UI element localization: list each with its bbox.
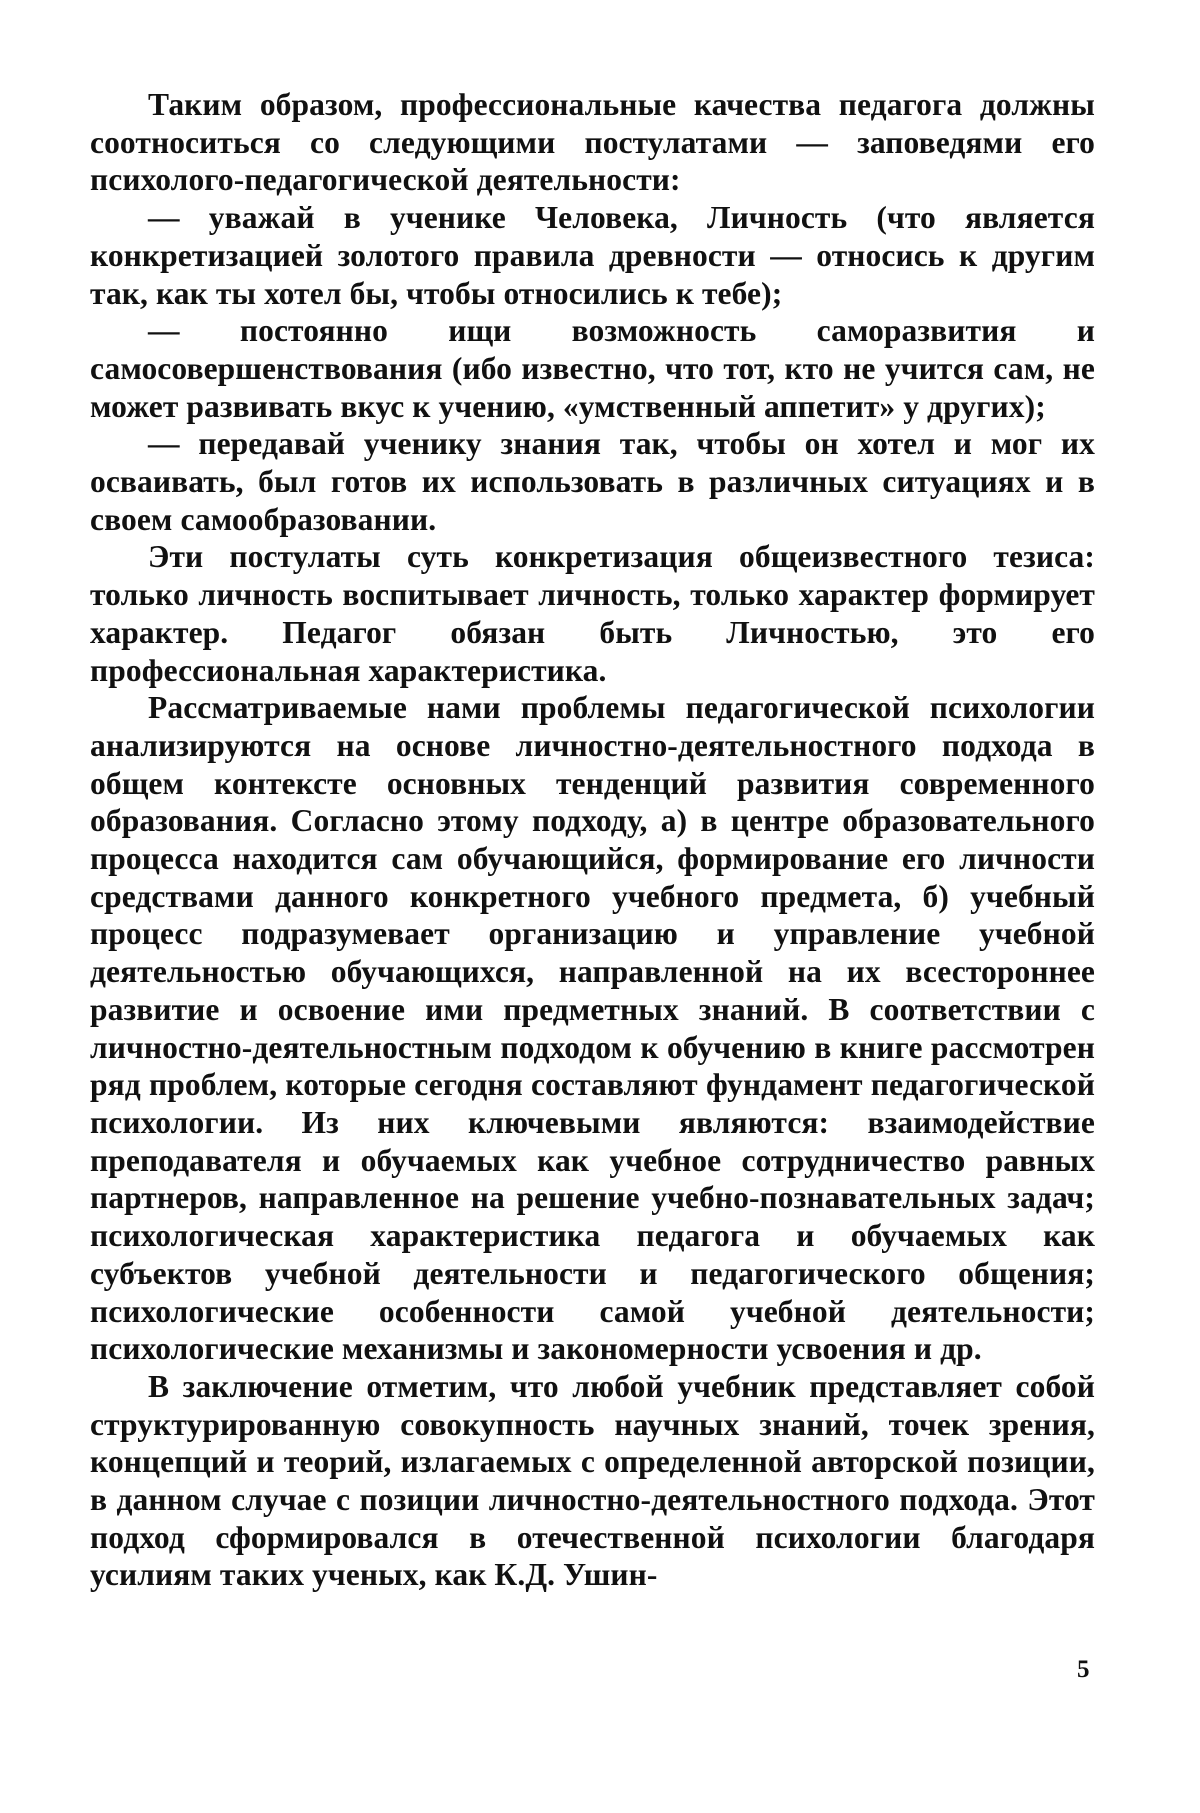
paragraph-thesis: Эти постулаты суть конкретизация общеизвестного тезиса: только личность воспитывает личность, только характер формирует характер. Педагог обязан быть Личностью, это его профессиональная характеристика. (90, 539, 1095, 688)
paragraph-approach: Рассматриваемые нами проблемы педагогической психологии анализируются на основе личностно-деятельностного подхода в общем контексте основных тенденций развития современного образования. Согласно этому подходу, а) в центре образовательного процесса находится сам обучающийся, формирование его личности средствами данного конкретного учебного предмета, б) учебный процесс подразумевает организацию и управление учебной деятельностью обучающихся, направленной на их всестороннее развитие и освоение ими предметных знаний. В соответствии с личностно-деятельностным подходом к обучению в книге рассмотрен ряд проблем, которые сегодня составляют фундамент педагогической психологии. Из них ключевыми являются: взаимодействие преподавателя и обучаемых как учебное сотрудничество равных партнеров, направленное на решение учебно-познавательных задач; психологическая характеристика педагога и обучаемых как субъектов учебной деятельности и педагогического общения; психологические особенности самой учебной деятельности; психологические механизмы и закономерности усвоения и др. (90, 690, 1095, 1367)
paragraph-postulate-1: — уважай в ученике Человека, Личность (что является конкретизацией золотого правила древности — относись к другим так, как ты хотел бы, чтобы относились к тебе); (90, 200, 1095, 311)
paragraph-postulate-3: — передавай ученику знания так, чтобы он хотел и мог их осваивать, был готов их использовать в различных ситуациях и в своем самообразовании. (90, 426, 1095, 537)
body-text (90, 86, 1095, 1594)
paragraph-conclusion: В заключение отметим, что любой учебник представляет собой структурированную совокупность научных знаний, точек зрения, концепций и теорий, излагаемых с определенной авторской позиции, в данном случае с позиции личностно-деятельностного подхода. Этот подход сформировался в отечественной психологии благодаря усилиям таких ученых, как К.Д. Ушин- (90, 1368, 1095, 1593)
paragraph-intro: Таким образом, профессиональные качества педагога должны соотноситься со следующими постулатами — заповедями его психолого-педагогической деятельности: (90, 87, 1095, 198)
page-number: 5 (1077, 1656, 1090, 1683)
paragraph-postulate-2: — постоянно ищи возможность саморазвития и самосовершенствования (ибо известно, что тот, кто не учится сам, не может развивать вкус к учению, «умственный аппетит» у других); (90, 313, 1095, 424)
